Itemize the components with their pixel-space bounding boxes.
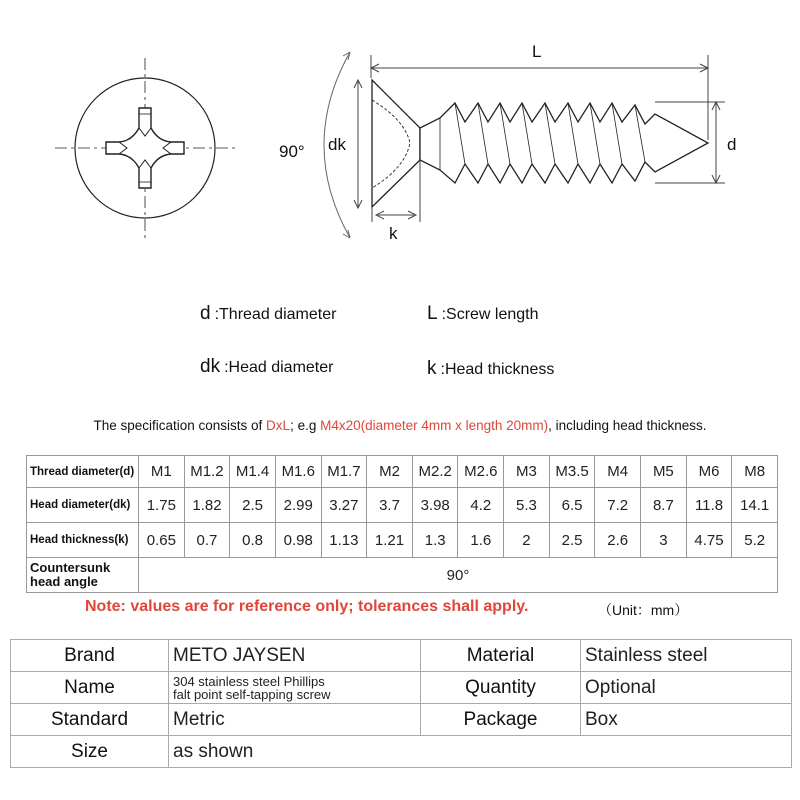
head-diameter-row — [27, 488, 778, 523]
thread-cell: M6 — [686, 456, 732, 488]
head-thickness-cell: 5.2 — [732, 523, 778, 558]
head-diameter-cell: 14.1 — [732, 488, 778, 523]
k-label: k — [389, 224, 398, 243]
standard-label: Standard — [11, 704, 169, 736]
thread-cell: M1 — [139, 456, 185, 488]
head-diameter-cell: 7.2 — [595, 488, 641, 523]
dk-dimension — [354, 80, 362, 208]
head-diameter-cell: 4.2 — [458, 488, 504, 523]
head-thickness-cell: 1.21 — [367, 523, 413, 558]
thread-cell: M3.5 — [549, 456, 595, 488]
quantity-label: Quantity — [421, 672, 581, 704]
head-thickness-cell: 2 — [504, 523, 550, 558]
thread-cell: M2 — [367, 456, 413, 488]
head-thickness-cell: 1.3 — [412, 523, 458, 558]
head-diameter-cell: 5.3 — [504, 488, 550, 523]
head-thickness-cell: 1.13 — [321, 523, 367, 558]
size-value: as shown — [169, 736, 792, 768]
package-label: Package — [421, 704, 581, 736]
thread-cell: M2.6 — [458, 456, 504, 488]
head-thickness-cell: 0.98 — [275, 523, 321, 558]
dk-label: dk — [328, 135, 346, 154]
brand-label: Brand — [11, 640, 169, 672]
info-row — [11, 672, 792, 704]
spec-table — [26, 455, 778, 593]
head-top-view — [55, 58, 235, 238]
head-diameter-cell: 6.5 — [549, 488, 595, 523]
head-thickness-cell: 0.7 — [184, 523, 230, 558]
info-row — [11, 704, 792, 736]
head-diameter-cell: 1.82 — [184, 488, 230, 523]
reference-note: Note: values are for reference only; tolerances shall apply. — [85, 598, 529, 615]
head-diameter-cell: 2.5 — [230, 488, 276, 523]
head-diameter-cell: 8.7 — [641, 488, 687, 523]
screw-side-view — [372, 80, 708, 207]
head-diameter-cell: 11.8 — [686, 488, 732, 523]
angle-value: 90° — [139, 558, 778, 593]
head-thickness-cell: 4.75 — [686, 523, 732, 558]
name-value: 304 stainless steel Phillips falt point self-tapping screw — [169, 672, 421, 704]
head-diameter-cell: 2.99 — [275, 488, 321, 523]
angle-label: 90° — [279, 142, 305, 161]
head-thickness-cell: 1.6 — [458, 523, 504, 558]
thread-cell: M1.2 — [184, 456, 230, 488]
size-label: Size — [11, 736, 169, 768]
spec-note: The specification consists of DxL; e.g M4x20(diameter 4mm x length 20mm), including head thickness. — [93, 418, 707, 433]
head-diameter-cell: 3.27 — [321, 488, 367, 523]
standard-value: Metric — [169, 704, 421, 736]
material-value: Stainless steel — [581, 640, 792, 672]
thread-cell: M2.2 — [412, 456, 458, 488]
angle-row — [27, 558, 778, 593]
row-label-head-diameter: Head diameter(dk) — [27, 488, 139, 523]
thread-cell: M4 — [595, 456, 641, 488]
package-value: Box — [581, 704, 792, 736]
legend-L: L :Screw length — [427, 303, 539, 324]
head-thickness-row — [27, 523, 778, 558]
row-label-head-thickness: Head thickness(k) — [27, 523, 139, 558]
name-label: Name — [11, 672, 169, 704]
head-thickness-cell: 0.8 — [230, 523, 276, 558]
d-label: d — [727, 135, 737, 154]
brand-value: METO JAYSEN — [169, 640, 421, 672]
screw-diagram — [0, 0, 800, 260]
legend-k: k :Head thickness — [427, 358, 555, 379]
head-thickness-cell: 3 — [641, 523, 687, 558]
thread-row — [27, 456, 778, 488]
quantity-value: Optional — [581, 672, 792, 704]
product-info-table — [10, 639, 792, 768]
thread-cell: M1.7 — [321, 456, 367, 488]
head-diameter-cell: 1.75 — [139, 488, 185, 523]
legend-dk: dk :Head diameter — [200, 356, 334, 377]
thread-cell: M1.6 — [275, 456, 321, 488]
thread-cell: M5 — [641, 456, 687, 488]
head-thickness-cell: 2.5 — [549, 523, 595, 558]
head-thickness-cell: 0.65 — [139, 523, 185, 558]
thread-cell: M3 — [504, 456, 550, 488]
material-label: Material — [421, 640, 581, 672]
thread-cell: M1.4 — [230, 456, 276, 488]
unit-label: （Unit：mm） — [598, 602, 689, 618]
head-diameter-cell: 3.98 — [412, 488, 458, 523]
info-row — [11, 736, 792, 768]
thread-cell: M8 — [732, 456, 778, 488]
info-row — [11, 640, 792, 672]
head-thickness-cell: 2.6 — [595, 523, 641, 558]
legend-d: d :Thread diameter — [200, 303, 337, 324]
row-label-angle: Countersunk head angle — [27, 558, 139, 593]
L-label: L — [532, 42, 542, 61]
row-label-thread: Thread diameter(d) — [27, 456, 139, 488]
head-diameter-cell: 3.7 — [367, 488, 413, 523]
